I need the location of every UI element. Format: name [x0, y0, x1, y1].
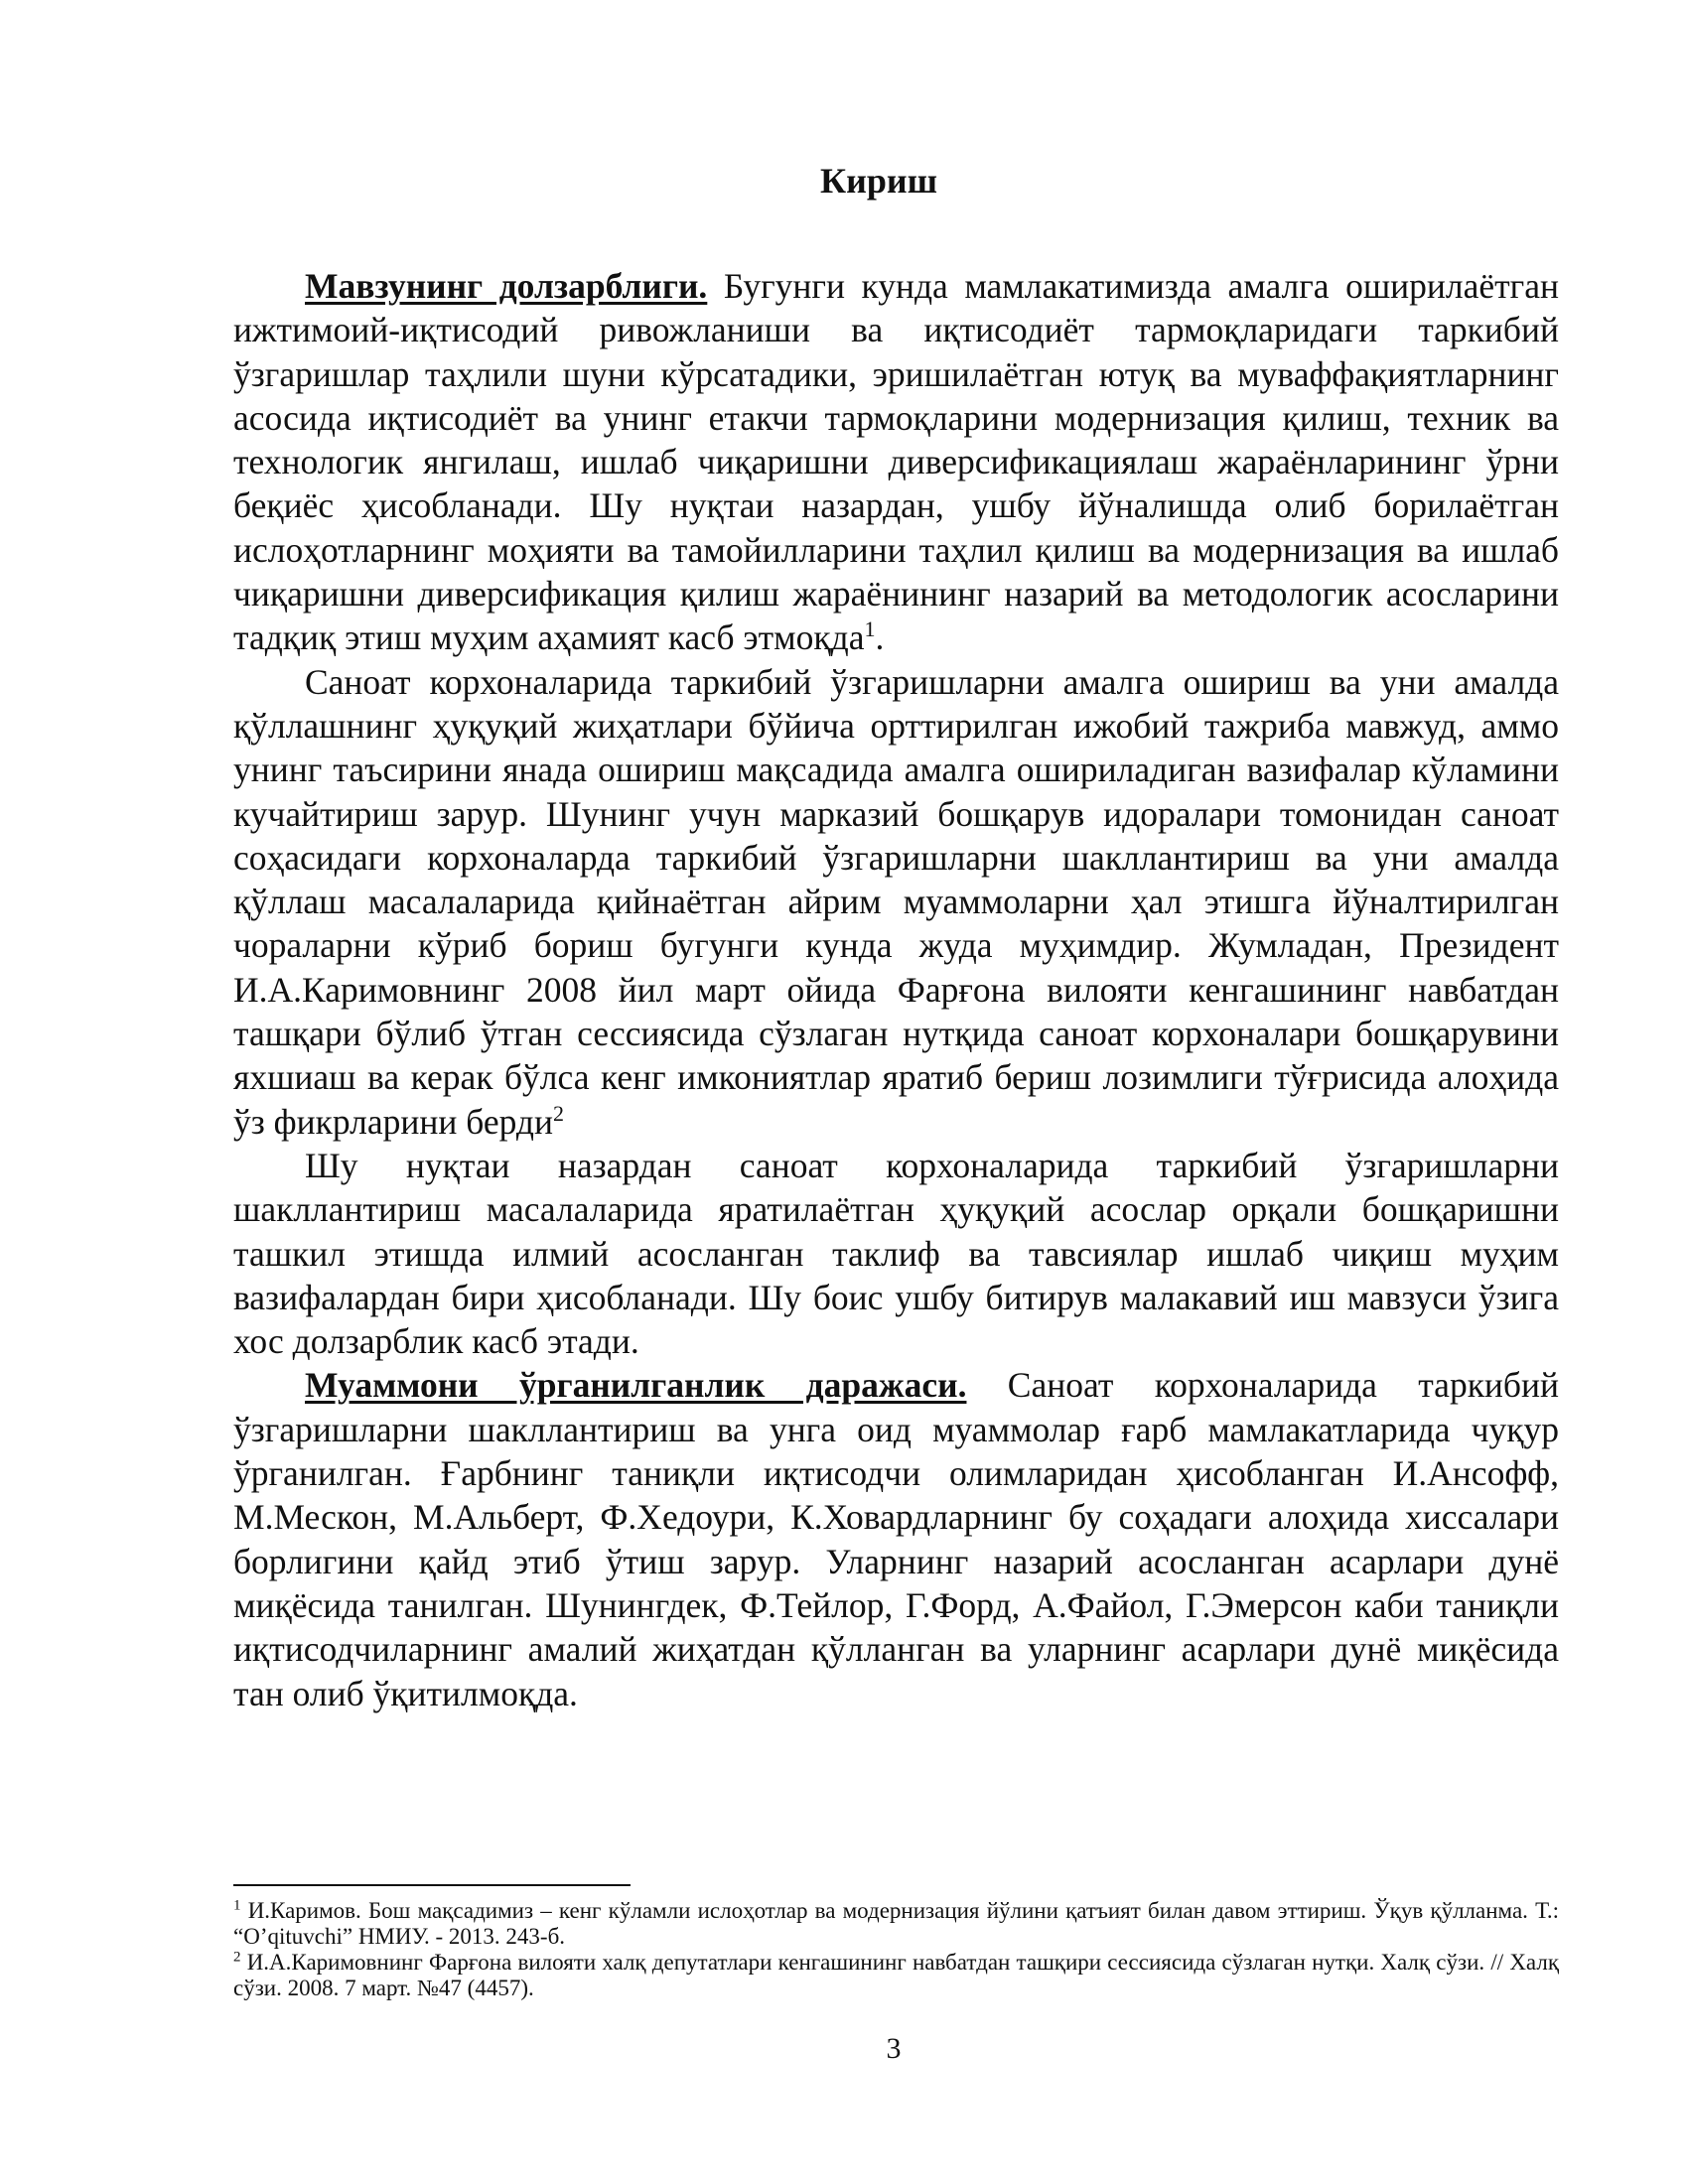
footnotes [233, 1898, 1559, 2001]
paragraph-relevance [233, 264, 1559, 660]
section-heading-research-degree: Муаммони ўрганилганлик даражаси. [305, 1365, 967, 1406]
paragraph-text: Шу нуқтаи назардан саноат корхоналарида таркибий ўзгаришларни шакллантириш масалаларида яратилаётган ҳуқуқий асослар орқали бошқаришни ташкил этишда илмий асосланган таклиф ва тавсиялар ишлаб чиқиш муҳим вазифалардан бири ҳисобланади. Шу боис ушбу битирув малакавий иш мавзуси ўзига хос долзарблик касб этади. [233, 1145, 1559, 1362]
body-text [233, 264, 1559, 1715]
footnote-text: И.Каримов. Бош мақсадимиз – кенг кўламли ислоҳотлар ва модернизация йўлини қатъият билан давом эттириш. Ўқув қўлланма. Т.: “O’qituvchi” НМИУ. - 2013. 243-б. [233, 1898, 1559, 1949]
page-number: 3 [886, 2032, 902, 2065]
paragraph-legal-aspects [233, 660, 1559, 1144]
section-heading-relevance: Мавзунинг долзарблиги. [305, 266, 708, 306]
footnote-separator [233, 1884, 631, 1886]
footnote-text: И.А.Каримовнинг Фарғона вилояти халқ депутатлари кенгашининг навбатдан ташқири сессиясида сўзлаган нутқи. Халқ сўзи. // Халқ сўзи. 2008. 7 март. №47 (4457). [233, 1950, 1559, 2000]
footnote-reference-1[interactable]: 1 [864, 616, 876, 642]
paragraph-viewpoint [233, 1144, 1559, 1363]
page-title: Кириш [819, 161, 937, 201]
paragraph-text: Саноат корхоналарида таркибий ўзгаришларни шакллантириш ва унга оид муаммолар ғарб мамлакатларида чуқур ўрганилган. Ғарбнинг таниқли иқтисодчи олимларидан ҳисобланган И.Ансофф, М.Мескон, М.Альберт, Ф.Хедоури, К.Ховардларнинг бу соҳадаги алоҳида хиссалари борлигини қайд этиб ўтиш зарур. Уларнинг назарий асосланган асарлари дунё миқёсида танилган. Шунингдек, Ф.Тейлор, Г.Форд, А.Файол, Г.Эмерсон каби таниқли иқтисодчиларнинг амалий жиҳатдан қўлланган ва уларнинг асарлари дунё миқёсида тан олиб ўқитилмоқда. [233, 1365, 1559, 1713]
paragraph-research-degree [233, 1363, 1559, 1714]
footnote-mark: 2 [233, 1949, 241, 1966]
footnote-reference-2[interactable]: 2 [552, 1100, 564, 1126]
footnote-2 [233, 1950, 1559, 2001]
footnote-1 [233, 1898, 1559, 1950]
paragraph-text: Саноат корхоналарида таркибий ўзгаришларни амалга ошириш ва уни амалда қўллашнинг ҳуқуқий жиҳатлари бўйича орттирилган ижобий тажриба мавжуд, аммо унинг таъсирини янада ошириш мақсадида амалга ошириладиган вазифалар кўламини кучайтириш зарур. Шунинг учун марказий бошқарув идоралари томонидан саноат соҳасидаги корхоналарда таркибий ўзгаришларни шакллантириш ва уни амалда қўллаш масалаларида қийнаётган айрим муаммоларни ҳал этишга йўналтирилган чораларни кўриб бориш бугунги кунда жуда муҳимдир. Жумладан, Президент И.А.Каримовнинг 2008 йил март ойида Фарғона вилояти кенгашининг навбатдан ташқари бўлиб ўтган сессиясида сўзлаган нутқида саноат корхоналари бошқарувини яхшиаш ва керак бўлса кенг имкониятлар яратиб бериш лозимлиги тўғрисида алоҳида ўз фикрларини берди [233, 661, 1559, 1142]
paragraph-end: . [875, 617, 885, 658]
footnote-mark: 1 [233, 1897, 241, 1914]
paragraph-text: Бугунги кунда мамлакатимизда амалга оширилаётган ижтимоий-иқтисодий ривожланиши ва иқтисодиёт тармоқларидаги таркибий ўзгаришлар таҳлили шуни кўрсатадики, эришилаётган ютуқ ва муваффақиятларнинг асосида иқтисодиёт ва унинг етакчи тармоқларини модернизация қилиш, техник ва технологик янгилаш, ишлаб чиқаришни диверсификациялаш жараёнларининг ўрни беқиёс ҳисобланади. Шу нуқтаи назардан, ушбу йўналишда олиб борилаётган ислоҳотларнинг моҳияти ва тамойилларини таҳлил қилиш ва модернизация ва ишлаб чиқаришни диверсификация қилиш жараёнининг назарий ва методологик асосларини тадқиқ этиш муҳим аҳамият касб этмоқда [233, 266, 1559, 658]
